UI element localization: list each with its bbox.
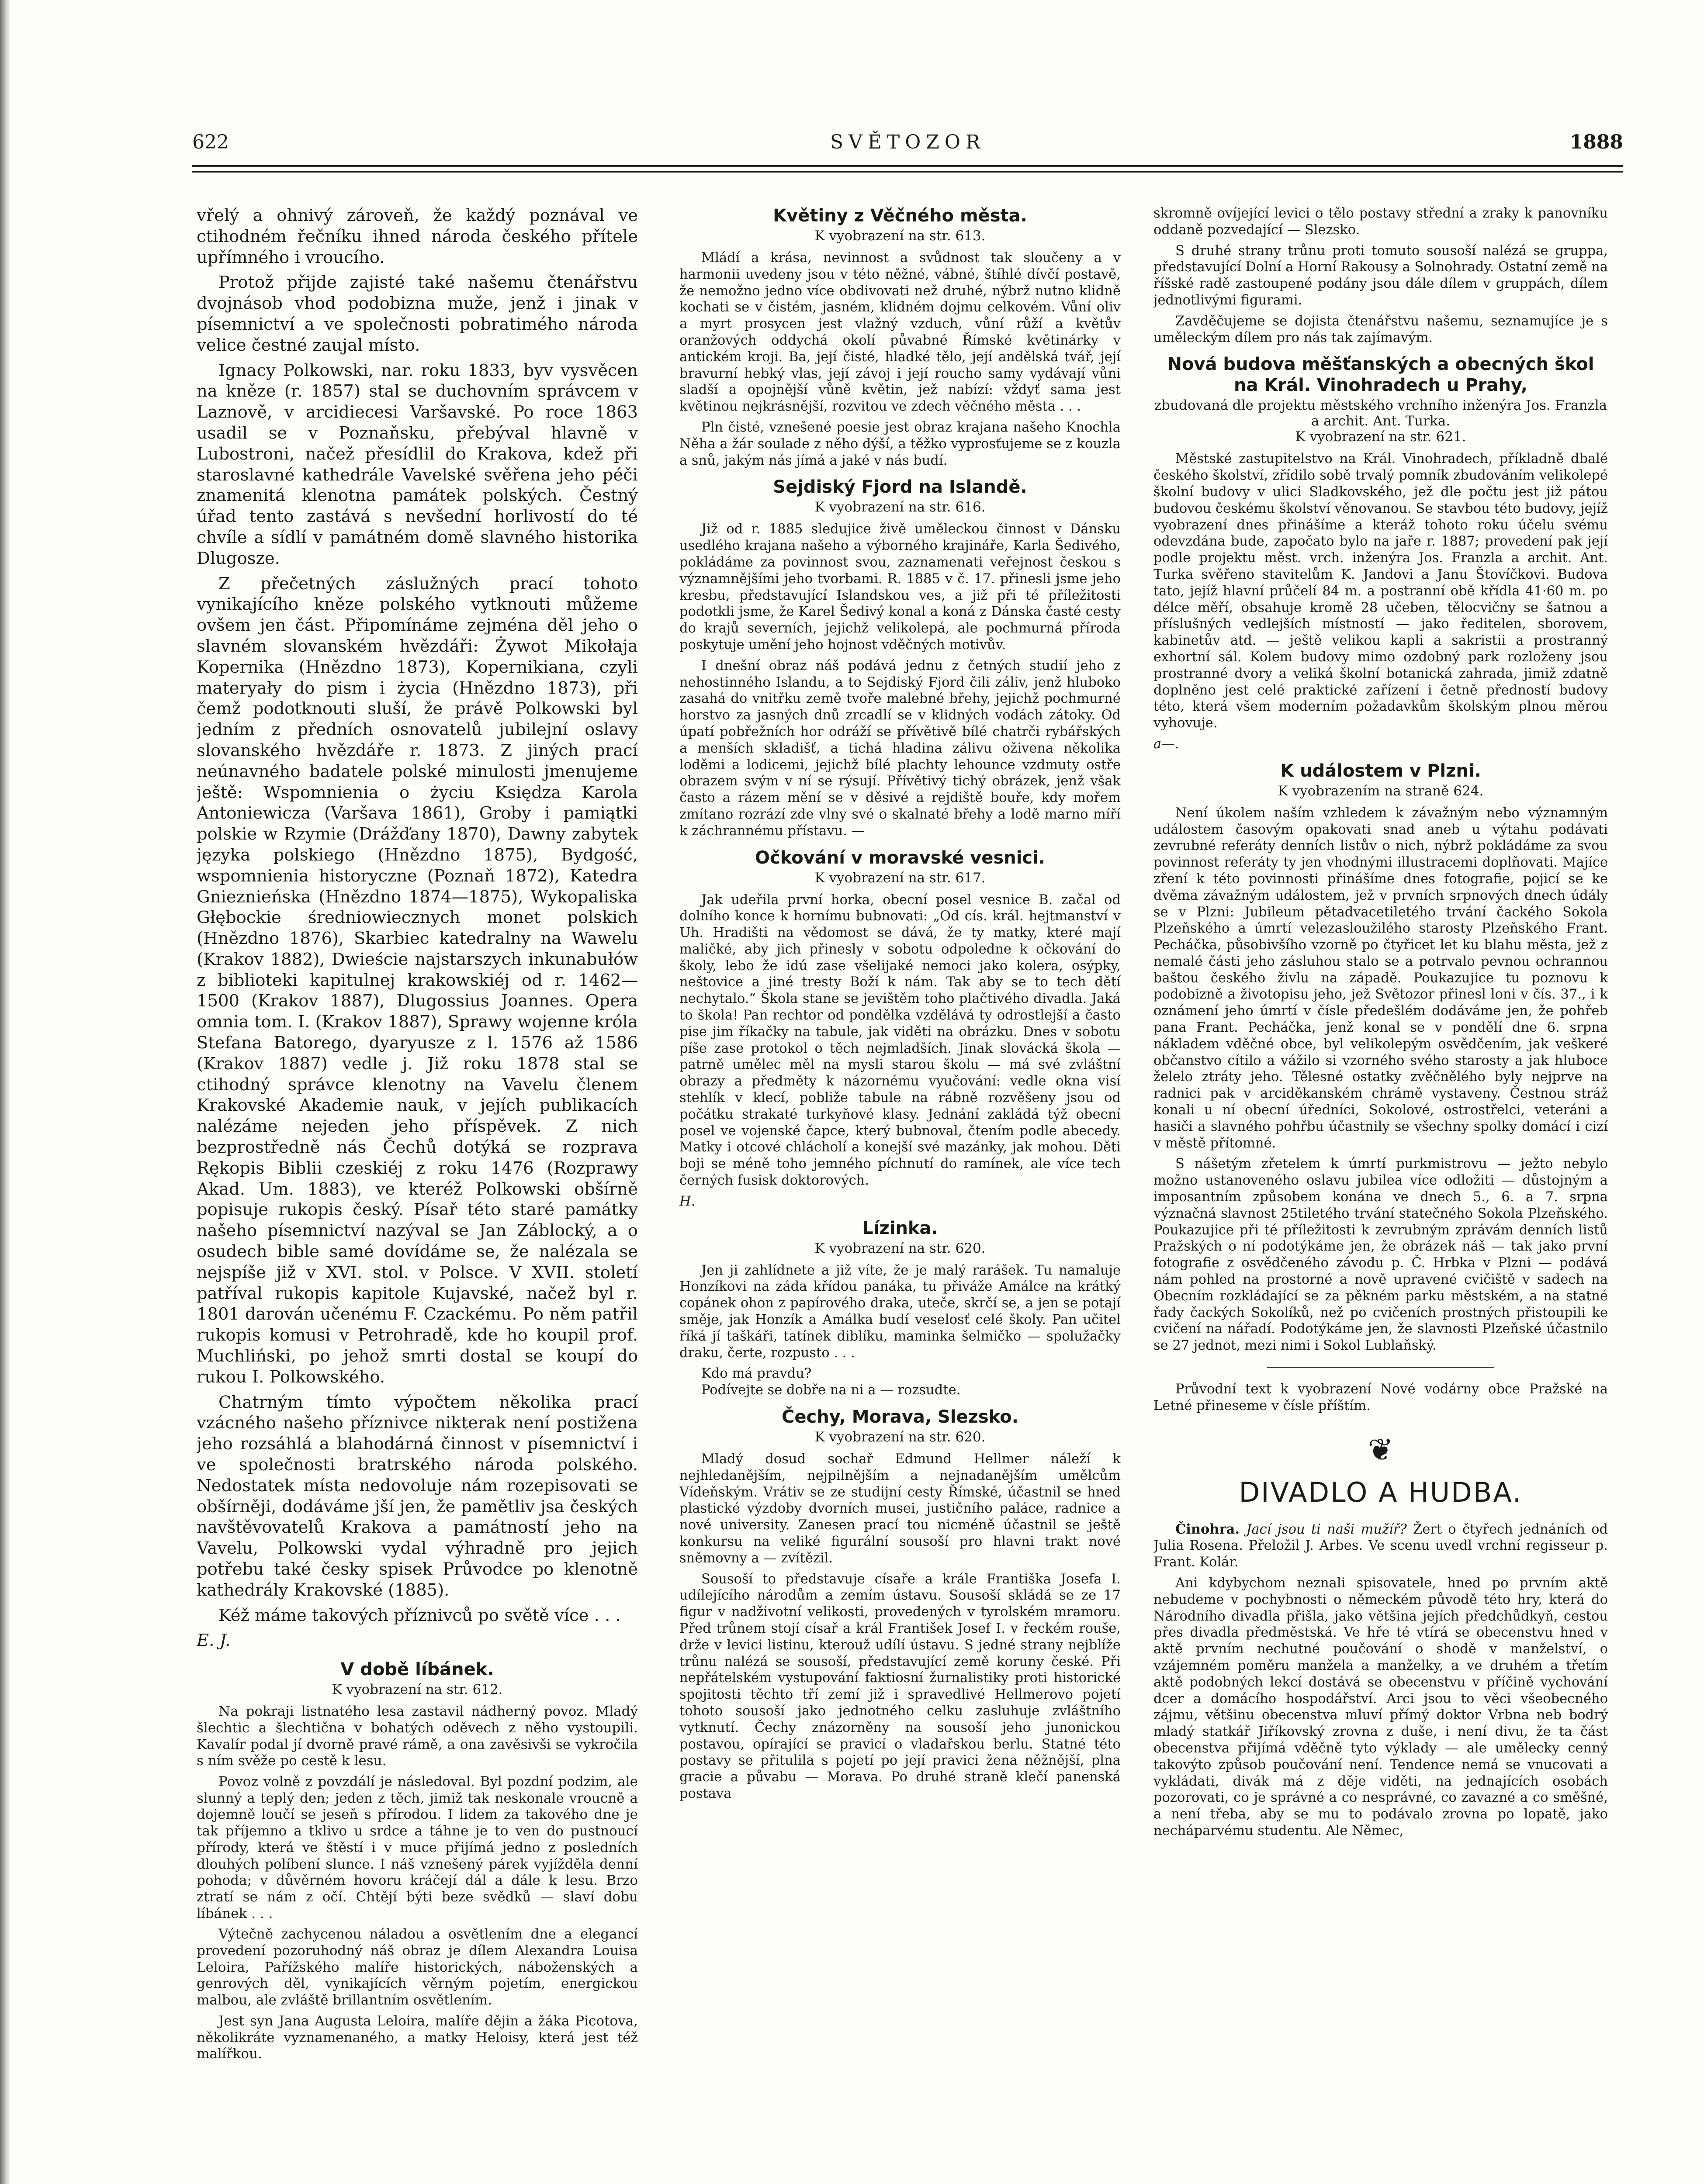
paragraph: Zavděčujeme se dojista čtenářstvu našemu, seznamujíce je s uměleckým dílem pro nás tak zajímavým. bbox=[1153, 313, 1608, 346]
article-subheading: K vyobrazení na str. 612. bbox=[332, 1682, 503, 1698]
paragraph: Městské zastupitelstvo na Král. Vinohradech, příkladně dbalé českého školství, zřídilo sobě trvalý pomník zbudováním velikolepé školní budovy v ulici Sladkovského, jež dle počtu jest již pátou budovou českému školství věnovanou. Se stavbou této budovy, jejíž vyobrazení dnes přinášíme a kteráž tohoto roku účelu svému odevzdána bude, započato bylo na jaře r. 1887; provedení pak její podle projektu měst. vrch. inženýra Jos. Franzla a archit. Ant. Turka svěřeno stavitelům K. Jandovi a Janu Štovíčkovi. Budova tato, jejíž hlavní průčelí 84 m. a postranní obě křídla 41·60 m. po délce měří, obsahuje kromě 28 učeben, tělocvičny se šatnou a příslušných vedlejších místností — jako ředitelen, sborovem, kabinetův atd. — ještě velikou kapli a sakristii a prostranný exhortní sál. Kolem budovy mimo ozdobný park rozloženy jsou prostranné dvory a veliká školní botanická zahrada, jimiž zdatně doplněno jest celé praktické zařízení i četně předností budovy této, která všem moderním požadavkům školským plnou měrou vyhovuje. bbox=[1153, 451, 1608, 731]
paragraph: Jak udeřila první horka, obecní posel vesnice B. začal od dolního konce k hornímu bubnovati: „Od cís. král. hejtmanství v Uh. Hradišti na vědomost se dává, že ty matky, které mají maličké, aby jich přinesly v sobotu odpoledne k očkování do školy, lebo že idú zase všelijaké nemoci jako kolera, osýpky, neštovice a jiné tresty Boží k nám. Tak aby se to tech dětí nechytalo.“ Škola stane se jevištěm toho plačtivého divadla. Jaká to škola! Pan rechtor od pondělka vzdělává ty odrostlejší a často pise jim říkačky na tabule, jak viděti na obrázku. Dnes v sobotu píše zase protokol o těch nejmladších. Jinak slovácká škola — patrně umělec měl na mysli starou školu — má své zvláštní obrazy a předměty k názornému vyučování: vedle okna visí stehlík v klecí, pobliže tabule na rábně rozvěšeny jsou od počátku strakaté turkyňové klasy. Jednání zakládá týž obecní posel ve vojenské čapce, který bubnoval, čtením podle abecedy. Matky i otcové chlácholí a konejší své mazánky, jak mohou. Děti boji se méně toho jemného píchnutí do ramínek, ale více tech černých fusisk doktorových. bbox=[679, 892, 1121, 1189]
paragraph: S druhé strany trůnu proti tomuto sousoší nalézá se gruppa, představující Dolní a Horní Rakousy a Solnohrady. Ostatní země na říšské radě zastoupené podány jsou dále dílem v gruppách, dílem jednotlivými figurami. bbox=[1153, 243, 1608, 308]
play-title: Jací jsou ti naši mužíř? bbox=[1246, 1521, 1413, 1537]
paragraph: Na pokraji listnatého lesa zastavil nádherný povoz. Mladý šlechtic a šlechtična v bohatých oděvech z něho vystoupili. Kavalír podal jí dvorně pravé rámě, a ona zavěsivši se vykročila s ním svěže po cestě k lesu. bbox=[197, 1704, 638, 1769]
editorial-note: Průvodní text k vyobrazení Nové vodárny obce Pražské na Letné přineseme v čísle příštím. bbox=[1153, 1382, 1608, 1413]
section-heading: DIVADLO A HUDBA. bbox=[1239, 1476, 1523, 1508]
paragraph bbox=[1153, 1521, 1608, 1571]
header-rule bbox=[192, 165, 1623, 167]
paragraph: Chatrným tímto výpočtem několika prací vzácného našeho příznivce nikterak není postižena jeho rozsáhlá a blahodárná činnost v písemnictví i ve společnosti bratrského národa polského. Nedostatek místa nedovoluje nám rozepisovati se obšírněji, dodáváme jší jen, že pamětliv jsa českých navštěvovatelů Krakova a památností jeho na Vavelu, Polkowski vydal výhradně pro jejich potřebu také česky spisek Průvodce po klenotně kathedrály Krakovské (1885). bbox=[197, 1392, 638, 1600]
paragraph: Již od r. 1885 sledujice živě uměleckou činnost v Dánsku usedlého krajana našeho a výborného krajináře, Karla Šedivého, pokládáme za povinnost svou, zaznamenati veřejnost českou s významnějšími jeho tvorbami. R. 1885 v č. 17. přinesli jsme jeho kresbu, představující Islandskou ves, a již při té příležitosti podotkli jsme, že Karel Šedivý konal a koná z Dánska časté cesty do krajů severních, jejichž velikolepá, ale pochmurná příroda poskytuje umění jeho hojnost vděčných motivův. bbox=[679, 522, 1121, 653]
section-divider bbox=[1267, 1367, 1494, 1368]
paragraph: Z přečetných záslužných prací tohoto vynikajícího kněze polského vytknouti můžeme ovšem jen část. Připomínáme zejména děl jeho o slavném slovanském hvězdáři: Żywot Mikołaja Kopernika (Hnězdno 1873), Kopernikiana, czyli materyały do pism i życia (Hnězdno 1873), při čemž podotknouti sluší, že právě Polkowski byl jedním z předních osnovatelů jubilejní oslavy slovanského hvězdáře r. 1873. Z jiných prací neúnavného badatele polské minulosti jmenujeme ještě: Wspomnienia o życiu Księdza Karola Antoniewicza (Varšava 1861), Groby i pamiątki polskie w Rzymie (Drážďany 1870), Dawny zabytek języka polskiego (Hnězdno 1875), Bydgość, wspomnienia historyczne (Poznaň 1872), Katedra Gnieznieńska (Hnězdno 1874—1875), Wykopaliska Głębockie średniowiecznych monet polskich (Hnězdno 1876), Skarbiec katedralny na Wawelu (Krakov 1882), Dwieście najstarszych inkunabułów z biblioteki kapitulnej krakowskiéj od r. 1462—1500 (Krakov 1887), Dlugossius Joannes. Opera omnia tom. I. (Krakov 1887), Sprawy wojenne króla Stefana Batorego, dyaryusze z l. 1576 až 1586 (Krakov 1887) vedle j. Již roku 1878 stal se ctihodný správce klenotny na Vavelu členem Krakovské Akademie nauk, v jejích publikacích nalézáme nejeden jeho příspěvek. Z nich bezprostředně nás Čechů dotýká se rozprava Rękopis Biblii czeskiéj z roku 1476 (Rozprawy Akad. Um. 1883), ve kteréž Polkowski obšírně popisuje rukopis český. Písař této staré památky našeho písemnictví nazýval se Jan Záblocký, a o osudech bible samé dovídáme se, že nalézala se nejspíše již v XVI. stol. v Polsce. V XVII. století patříval rukopis kapitole Kujavské, načež byl r. 1801 darován učenému F. Czackému. Po něm patřil rukopis komusi v Petrohradě, kde ho koupil prof. Muchliński, po jehož smrti dostal se koupí do rukou I. Polkowského. bbox=[197, 574, 638, 1387]
article-subheading: K vyobrazení na str. 616. bbox=[814, 499, 986, 515]
article-subheading: K vyobrazení na str. 620. bbox=[814, 1429, 986, 1445]
paragraph: Podívejte se dobře na ni a — rozsudte. bbox=[701, 1382, 961, 1398]
paragraph: I dnešní obraz náš podává jednu z četných studií jeho z nehostinného Islandu, a to Sejdiský Fjord čili záliv, jenž hluboko zasahá do vnitřku země tvoře malebné břehy, jejichž pochmurné horstvo za jasných dnů zrcadlí se v klidných vodách zátoky. Od úpatí pobřežních hor odráží se přívětivě bílé chatrči rybářských a menších skladišť, a tichá hladina zálivu oživena několika loděmi a lodicemi, jejichž bílé plachty lehounce vzdmuty ostře obrazem svým v ní se rýsují. Přívětivý tichý obrázek, jenž však často a rázem mění se v děsivé a rejdiště bouře, kdy mořem zmítano rozrází zde vlny své o skalnaté břehy a lodě marno míří k záchrannému přístavu. — bbox=[679, 658, 1121, 839]
paragraph: S nášetým zřetelem k úmrtí purkmistrovu — ježto nebylo možno ustanoveného oslavu jubilea více odložiti — důstojným a imposantním způsobem konána ve dnech 5., 6. a 7. srpna význačná slavnost 25tiletého trvání statečného Sokola Plzeňského. Poukazujice při té příležitosti k zevrubným zprávám denních listů Pražských o ní podotýkáme jen, že obrázek náš — tak jako první fotografie z osvědčeného závodu p. Č. Hrbka v Plzni — podává nám pohled na prostorné a nově upravené cvičiště v sadech na Obecním rozkládající se za pěkném parku městském, a na statné řady čackých Sokolíků, než po cvičeních prostných přistoupili ke cvičení na nářadí. Podotýkáme jen, že slavnosti Plzeňské účastnilo se 27 jednot, mezi nimi i Sokol Lublaňský. bbox=[1153, 1156, 1608, 1354]
journal-title: SVĚTOZOR bbox=[830, 131, 986, 153]
column-1 bbox=[197, 205, 638, 2184]
paragraph: Ani kdybychom neznali spisovatele, hned po prvním aktě nebudeme v pochybnosti o německém původě této hry, která do Národního divadla přišla, jako většina jejích předchůdkyň, cestou přes divadla předměstská. Ve hře té vtírá se obecenstvu hned v aktě prvním nechutné poučování o shodě v manželství, o vzájemném poměru manžela a manželky, a ve druhém a třetím aktě podobných lekcí dostává se obecenstvu v příčině vychování dcer a domácího hospodářství. Arci jsou to věci všeobecného zájmu, většinu obecenstva mluví přímý doktor Vrbna neb bodrý mladý statkář Jiříkovský zrovna z duše, i není divu, že ta část obecenstva přijímá vděčně tyto výklady — ale umělecky cenný takovýto způsob poučování není. Tendence nemá se vnucovati a vykládati, divák má z děje viděti, na jednajících osobách pozorovati, co je správné a co nesprávné, co zavazné a co směšné, a není třeba, aby se mu to podávalo zrovna po lopatě, jako necháparvému studentu. Ale Němec, bbox=[1153, 1576, 1608, 1838]
paragraph: Jen ji zahlídnete a již víte, že je malý rarášek. Tu namaluje Honzíkovi na záda křídou panáka, tu přiváže Amálce na krátký copánek ohon z papírového draka, uteče, skrčí se, a jen se potají směje, jak Honzík a Amálka budí veselosť celé školy. Pan učitel říká jí taškáři, tatínek diblíku, maminka šelmičko — spolužačky draku, čerte, rozpusto . . . bbox=[679, 1262, 1121, 1361]
paragraph: skromně ovíjející levici o tělo postavy střední a zraky k panovníku oddaně pozvedající — Slezsko. bbox=[1153, 206, 1608, 238]
paragraph: vřelý a ohnivý zároveň, že každý poznával ve ctihodném řečníku ihned národa českého přítele upřímného i vroucího. bbox=[197, 206, 638, 267]
paragraph: Protož přijde zajisté také našemu čtenářstvu dvojnásob vhod podobizna muže, jenž i jinak v písemnictví a ve společnosti pobratimého národa velice čestné zaujal místo. bbox=[197, 273, 638, 355]
paragraph: Kdo má pravdu? bbox=[701, 1366, 812, 1382]
article-heading: K událostem v Plzni. bbox=[1280, 760, 1481, 781]
article-heading: Nová budova měšťanských a obecných škol na Král. Vinohradech u Prahy, bbox=[1167, 354, 1594, 396]
paragraph: Kéž máme takových příznivců po světě více . . . bbox=[218, 1605, 621, 1625]
column-2 bbox=[679, 205, 1121, 2184]
paragraph: Ignacy Polkowski, nar. roku 1833, byv vysvěcen na kněze (r. 1857) stal se duchovním správcem v Laznově, v arcidiecesi Varšavské. Po roce 1863 usadil se v Poznaňsku, přebýval hlavně v Lubostroni, načež přesídlil do Krakova, kdež při staroslavné kathedrále Vavelské svěřena jeho péči znamenitá klenotna památek polských. Čestný úřad tento zastává s nevšední horlivostí do té chvíle a sídlí v památném domě slavného historika Dlugosze. bbox=[197, 360, 638, 568]
running-header bbox=[192, 127, 1623, 175]
signature: H. bbox=[679, 1193, 696, 1209]
article-heading: Lízinka. bbox=[862, 1218, 938, 1238]
paragraph: Jest syn Jana Augusta Leloira, malíře dějin a žáka Picotova, několikráte vyznamenaného, a matky Heloisy, která jest též malířkou. bbox=[197, 2013, 638, 2062]
paragraph: Není úkolem naším vzhledem k závažným nebo významným událostem časovým opakovati snad aneb u výtahu podávati zevrubné referáty denních listův o nich, nýbrž pokládáme za svou povinnost referáty ty jen vhodnými illustracemi doplňovati. Majíce zření k této povinnosti přinášíme dnes fotografie, pojicí se ke dvěma závažným událostem, jež v prvních srpnových dnech údály se v Plzni: Jubileum pětadvacetiletého trvání čackého Sokola Plzeňského a úmrtí velezasloužilého starosty Plzeňského Frant. Pecháčka, působivšího vzorně po čtyřicet let ku blahu města, jež z nemalé části jeho zásluhou stalo se a potrvalo pevnou ochrannou baštou českého živlu na západě. Poukazujice tu poznovu k podobizně a životopisu jeho, jež Světozor přinesl loni v čís. 37., i k oznámení jeho úmrtí v čísle předešlém dodáváme jen, že pohřeb pana Frant. Pecháčka, jenž konal se v pondělí dne 6. srpna nákladem vděčné obce, byl velikolepým osvědčením, jak veškeré občanstvo cítilo a vážilo si vzorného svého starosty a jak hluboce želelo ztráty jeho. Tělesné ostatky zvěčnělého byly nejprve na radnici pak v arciděkanském chrámě vystaveny. Čestnou stráž konali u ní obecní úředníci, Sokolové, ostrostřelci, veteráni a hasiči a slavného pohřbu účastnily se všechny spolky domácí i cizí v městě přítomné. bbox=[1153, 805, 1608, 1151]
signature: a—. bbox=[1153, 736, 1179, 752]
article-heading: Květiny z Věčného města. bbox=[773, 206, 1027, 226]
paragraph: Sousoší to představuje císaře a krále Františka Josefa I. udílejícího národům a zemím ústavu. Sousoší skládá se ze 17 figur v nadživotní velikosti, provedených v tyrolském mramoru. Před trůnem stojí císař a král František Josef I. v řeckém rouše, drže v levici listinu, kterouž udílí ústavu. S jedné strany nejblíže trůnu nalézá se sousoší, představující země koruny české. Při nepřátelském vystupování faktiosní žurnalistiky proti historické spojitosti těchto tří zemí již i spravedlivé Hellmerovo pojetí tohoto sousoší jako jednotného celku zasluhuje zvláštního vytknutí. Čechy znázorněny na sousoší jeho junonickou postavou, opírající se pravicí o vladařskou berlu. Statné této postavy se přitulila s pojetí po její pravici žena něžnější, plna gracie a půvabu — Morava. Po druhé straně klečí panenská postava bbox=[679, 1571, 1121, 1801]
page-binding-edge bbox=[0, 0, 10, 2184]
article-subheading: K vyobrazením na straně 624. bbox=[1278, 783, 1484, 799]
paragraph: Povoz volně z povzdálí je následoval. Byl pozdní podzim, ale slunný a teplý den; jeden z těch, jimiž tak neskonale vroucně a dojemně loučí se jeseň s přírodou. I lidem za takového dne je tak příjemno a tklivo u srdce a táhne je to ven do pustnoucí přírody, která ve štěstí i v muce přijímá jedno z posledních dlouhých políbení slunce. I náš vznešený párek vyjížděla denní pohoda; v důvěrném hovoru kráčejí dál a dále k lesu. Brzo ztratí se nám z očí. Chtějí býti beze svědků — slaví dobu líbánek . . . bbox=[197, 1774, 638, 1921]
paragraph: Mládí a krása, nevinnost a svůdnost tak sloučeny a v harmonii uvedeny jsou v této něžné, vábné, štíhlé dívčí postavě, že nemožno jedno více obdivovati než druhé, nýbrž nutno klidně kochati se v čistém, jasném, klidném dojmu celkovém. Vůní oliv a myrt prosycen jest vlažný vzduch, vůní růží a květův oranžových oddychá okolí půvabné Římské květinárky v antickém kroji. Ba, její čisté, hladké tělo, její andělská tvář, její bravurní hebký vlas, její závoj i její roucho samy vydávají vůni sladší a opojnější vůně květin, jež nabízí: vždyť sama jest květinou nejkrásnější, rozvitou ve zdech věčného města . . . bbox=[679, 250, 1121, 415]
paragraph: Výtečně zachycenou náladou a osvětlením dne a elegancí provedení pozoruhodný náš obraz je dílem Alexandra Louisa Leloira, Pařížského malíře historických, náboženských a genrových děl, vynikajících věrným pojetím, energickou malbou, ale zvláště brillantním osvětlením. bbox=[197, 1926, 638, 2008]
article-subheading: zbudovaná dle projektu městského vrchního inženýra Jos. Franzla a archit. Ant. Turka. bbox=[1154, 397, 1607, 429]
fleuron-ornament-icon: ❦ bbox=[1368, 1431, 1394, 1468]
article-subheading: K vyobrazení na str. 613. bbox=[814, 228, 986, 244]
page-number: 622 bbox=[192, 131, 229, 153]
article-heading: Čechy, Morava, Slezsko. bbox=[782, 1407, 1018, 1427]
column-3 bbox=[1153, 205, 1608, 2184]
year: 1888 bbox=[1569, 131, 1623, 153]
header-rule-thin bbox=[192, 171, 1623, 173]
article-heading: Očkování v moravské vesnici. bbox=[755, 847, 1046, 868]
review-category: Činohra. bbox=[1175, 1521, 1247, 1537]
article-heading: Sejdiský Fjord na Islandě. bbox=[773, 477, 1027, 498]
paragraph: Mladý dosud sochař Edmund Hellmer náleží k nejhledanějším, nejpilnějším a nejnadanějším umělcům Vídeňským. Vrátiv se ze studijní cesty Římské, účastnil se hned plastické výzdoby dvorních musei, justičního paláce, radnice a nové university. Zanesen prací tou nicméně účastnil se ještě konkursu na veliké figurální sousoší pro hlavni trakt nové sněmovny a — zvítězil. bbox=[679, 1451, 1121, 1566]
article-subheading: K vyobrazení na str. 620. bbox=[814, 1240, 986, 1256]
paragraph: Pln čisté, vznešené poesie jest obraz krajana našeho Knochla Něha a žár soulade z něho dýší, a těžko vyprosťujeme se z kouzla a snů, jakým nás jímá a jaké v nás budí. bbox=[679, 419, 1121, 468]
article-subheading: K vyobrazení na str. 621. bbox=[1295, 429, 1466, 445]
review-credits: Žert o čtyřech jednáních od Julia Rosena. Přeložil J. Arbes. Ve scenu uvedl vrchní regisseur p. Frant. Kolár. bbox=[1153, 1521, 1608, 1570]
article-subheading: K vyobrazení na str. 617. bbox=[814, 870, 986, 886]
article-heading: V době líbánek. bbox=[340, 1659, 494, 1680]
signature: E. J. bbox=[197, 1631, 231, 1651]
